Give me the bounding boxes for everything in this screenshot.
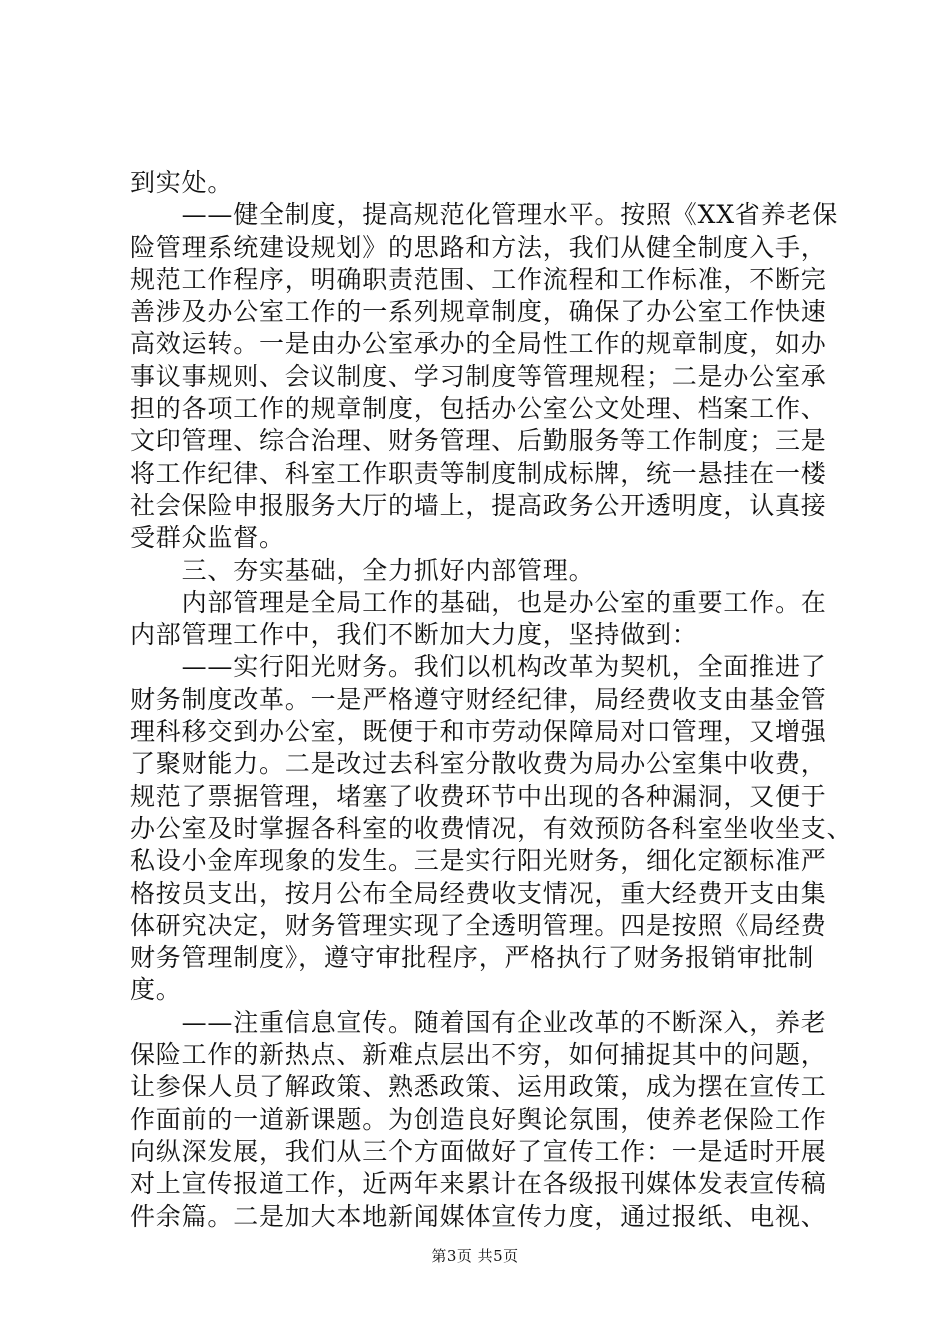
text-line: 担的各项工作的规章制度，包括办公室公文处理、档案工作、 — [130, 394, 827, 424]
text-line: 将工作纪律、科室工作职责等制度制成标牌，统一悬挂在一楼 — [130, 458, 827, 488]
document-body — [130, 167, 853, 1233]
text-line: 保险工作的新热点、新难点层出不穷，如何捕捉其中的问题， — [130, 1040, 827, 1070]
text-line: 社会保险申报服务大厅的墙上，提高政务公开透明度，认真接 — [130, 490, 827, 520]
text-line: 体研究决定，财务管理实现了全透明管理。四是按照《局经费 — [130, 910, 827, 940]
text-line: 内部管理工作中，我们不断加大力度，坚持做到： — [130, 620, 698, 650]
text-line: 向纵深发展，我们从三个方面做好了宣传工作：一是适时开展 — [130, 1136, 827, 1166]
text-line: ——健全制度，提高规范化管理水平。按照《XX省养老保 — [130, 200, 838, 230]
text-line: 度。 — [130, 975, 182, 1005]
text-line: 受群众监督。 — [130, 523, 285, 553]
section-heading: 三、夯实基础，全力抓好内部管理。 — [130, 555, 595, 585]
text-line: 险管理系统建设规划》的思路和方法，我们从健全制度入手， — [130, 232, 827, 262]
text-line: 让参保人员了解政策、熟悉政策、运用政策，成为摆在宣传工 — [130, 1072, 827, 1102]
text-line: 理科移交到办公室，既便于和市劳动保障局对口管理，又增强 — [130, 717, 827, 747]
text-line: 财务管理制度》，遵守审批程序，严格执行了财务报销审批制 — [130, 943, 815, 973]
text-line: ——实行阳光财务。我们以机构改革为契机，全面推进了 — [130, 652, 827, 682]
text-line: ——注重信息宣传。随着国有企业改革的不断深入，养老 — [130, 1007, 827, 1037]
text-line: 事议事规则、会议制度、学习制度等管理规程；二是办公室承 — [130, 361, 827, 391]
text-line: 格按员支出，按月公布全局经费收支情况，重大经费开支由集 — [130, 878, 827, 908]
text-line: 办公室及时掌握各科室的收费情况，有效预防各科室坐收坐支、 — [130, 813, 853, 843]
text-line: 规范了票据管理，堵塞了收费环节中出现的各种漏洞，又便于 — [130, 781, 827, 811]
text-line: 作面前的一道新课题。为创造良好舆论氛围，使养老保险工作 — [130, 1104, 827, 1134]
text-line: 内部管理是全局工作的基础，也是办公室的重要工作。在 — [130, 587, 827, 617]
text-line: 私设小金库现象的发生。三是实行阳光财务，细化定额标准严 — [130, 846, 827, 876]
text-line: 到实处。 — [130, 168, 234, 197]
text-line: 财务制度改革。一是严格遵守财经纪律，局经费收支由基金管 — [130, 684, 827, 714]
text-line: 对上宣传报道工作，近两年来累计在各级报刊媒体发表宣传稿 — [130, 1169, 827, 1199]
page-number: 第3页 共5页 — [431, 1247, 519, 1265]
page-footer — [0, 1245, 950, 1266]
text-line: 规范工作程序，明确职责范围、工作流程和工作标准，不断完 — [130, 264, 827, 294]
text-line: 善涉及办公室工作的一系列规章制度，确保了办公室工作快速 — [130, 297, 827, 327]
text-line: 文印管理、综合治理、财务管理、后勤服务等工作制度；三是 — [130, 426, 827, 456]
text-line: 了聚财能力。二是改过去科室分散收费为局办公室集中收费， — [130, 749, 827, 779]
text-line: 件余篇。二是加大本地新闻媒体宣传力度，通过报纸、电视、 — [130, 1201, 827, 1231]
text-line: 高效运转。一是由办公室承办的全局性工作的规章制度，如办 — [130, 329, 827, 359]
